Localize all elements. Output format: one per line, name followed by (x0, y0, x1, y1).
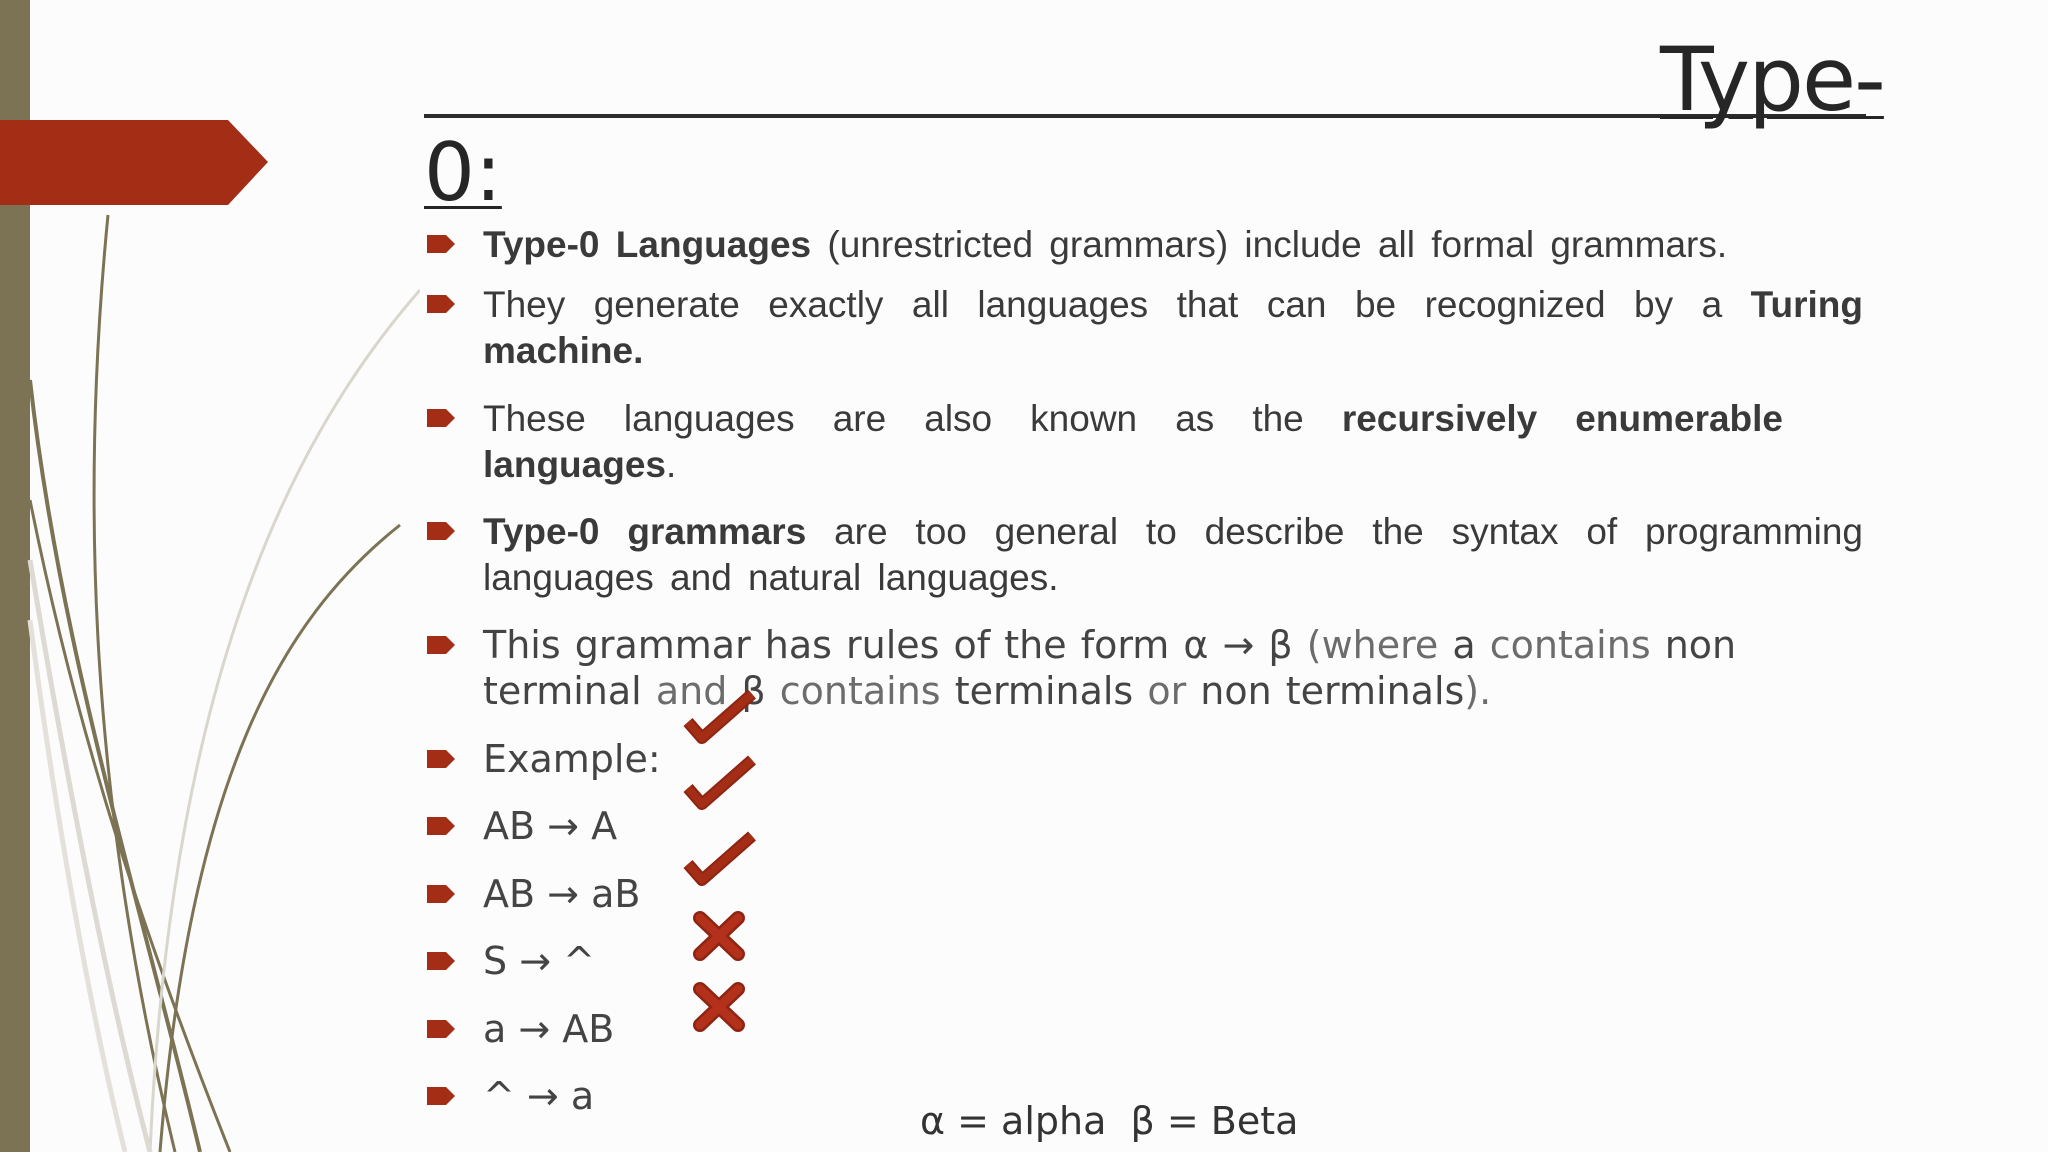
example-rule: AB → aB (483, 872, 641, 916)
title-rule (424, 114, 1866, 118)
rule-form-text: This grammar has rules of the form α → β (483, 623, 1307, 667)
bullet-arrow-icon (427, 952, 455, 970)
example-rule: a → AB (483, 1007, 615, 1051)
check-icon (688, 836, 752, 880)
rule-text: non terminal (483, 623, 1737, 713)
bullet-text: . (666, 444, 677, 485)
rule-text: β (741, 669, 766, 713)
bullet-arrow-icon (427, 1020, 455, 1038)
rule-text: ). (1464, 669, 1492, 713)
rule-text: terminals (954, 669, 1134, 713)
example-rule: S → ^ (483, 939, 595, 983)
bullet-text-bold: Turing machine. (483, 284, 1863, 371)
bullet-arrow-icon (427, 295, 455, 313)
example-rule: AB → A (483, 804, 618, 848)
rule-text: contains (765, 669, 955, 713)
cross-icon (700, 989, 738, 1025)
bullet-arrow-icon (427, 885, 455, 903)
rule-text: and (641, 669, 742, 713)
bullet-arrow-icon (427, 409, 455, 427)
bullet-arrow-icon (427, 235, 455, 253)
validity-marks (680, 690, 780, 1050)
title-arrow-banner (0, 120, 268, 205)
bullet-arrow-icon (427, 750, 455, 768)
bullet-arrow-icon (427, 817, 455, 835)
bullet-text-bold: recursively enumerable languages (483, 398, 1784, 485)
cross-icon (700, 918, 738, 954)
check-icon (688, 694, 752, 738)
bullet-arrow-icon (427, 1087, 455, 1105)
bullet-arrow-icon (427, 522, 455, 540)
example-rule: ^ → a (483, 1074, 595, 1118)
bullet-text: They generate exactly all languages that can be recognized by a (483, 284, 1751, 325)
bullet-arrow-icon (427, 636, 455, 654)
bullet-text: These languages are also known as the (483, 398, 1342, 439)
check-icon (688, 760, 752, 804)
bullet-text: (unrestricted grammars) include all formal grammars. (811, 224, 1728, 265)
rule-text: contains (1475, 623, 1665, 667)
bullet-text: are too general to describe the syntax of programming languages and natural languages. (483, 511, 1863, 598)
example-label: Example: (483, 737, 661, 781)
greek-legend: α = alpha β = Beta (920, 1099, 1299, 1143)
rule-text: non terminals (1200, 669, 1465, 713)
bullet-text-bold: Type-0 grammars (483, 511, 807, 552)
rule-text: a (1452, 623, 1476, 667)
page-title-part2: 0: (424, 126, 502, 219)
page-title-part1: Type- (1660, 28, 1884, 131)
bullet-text-bold: Type-0 Languages (483, 224, 812, 265)
rule-text: (where (1306, 623, 1453, 667)
rule-text: or (1133, 669, 1201, 713)
